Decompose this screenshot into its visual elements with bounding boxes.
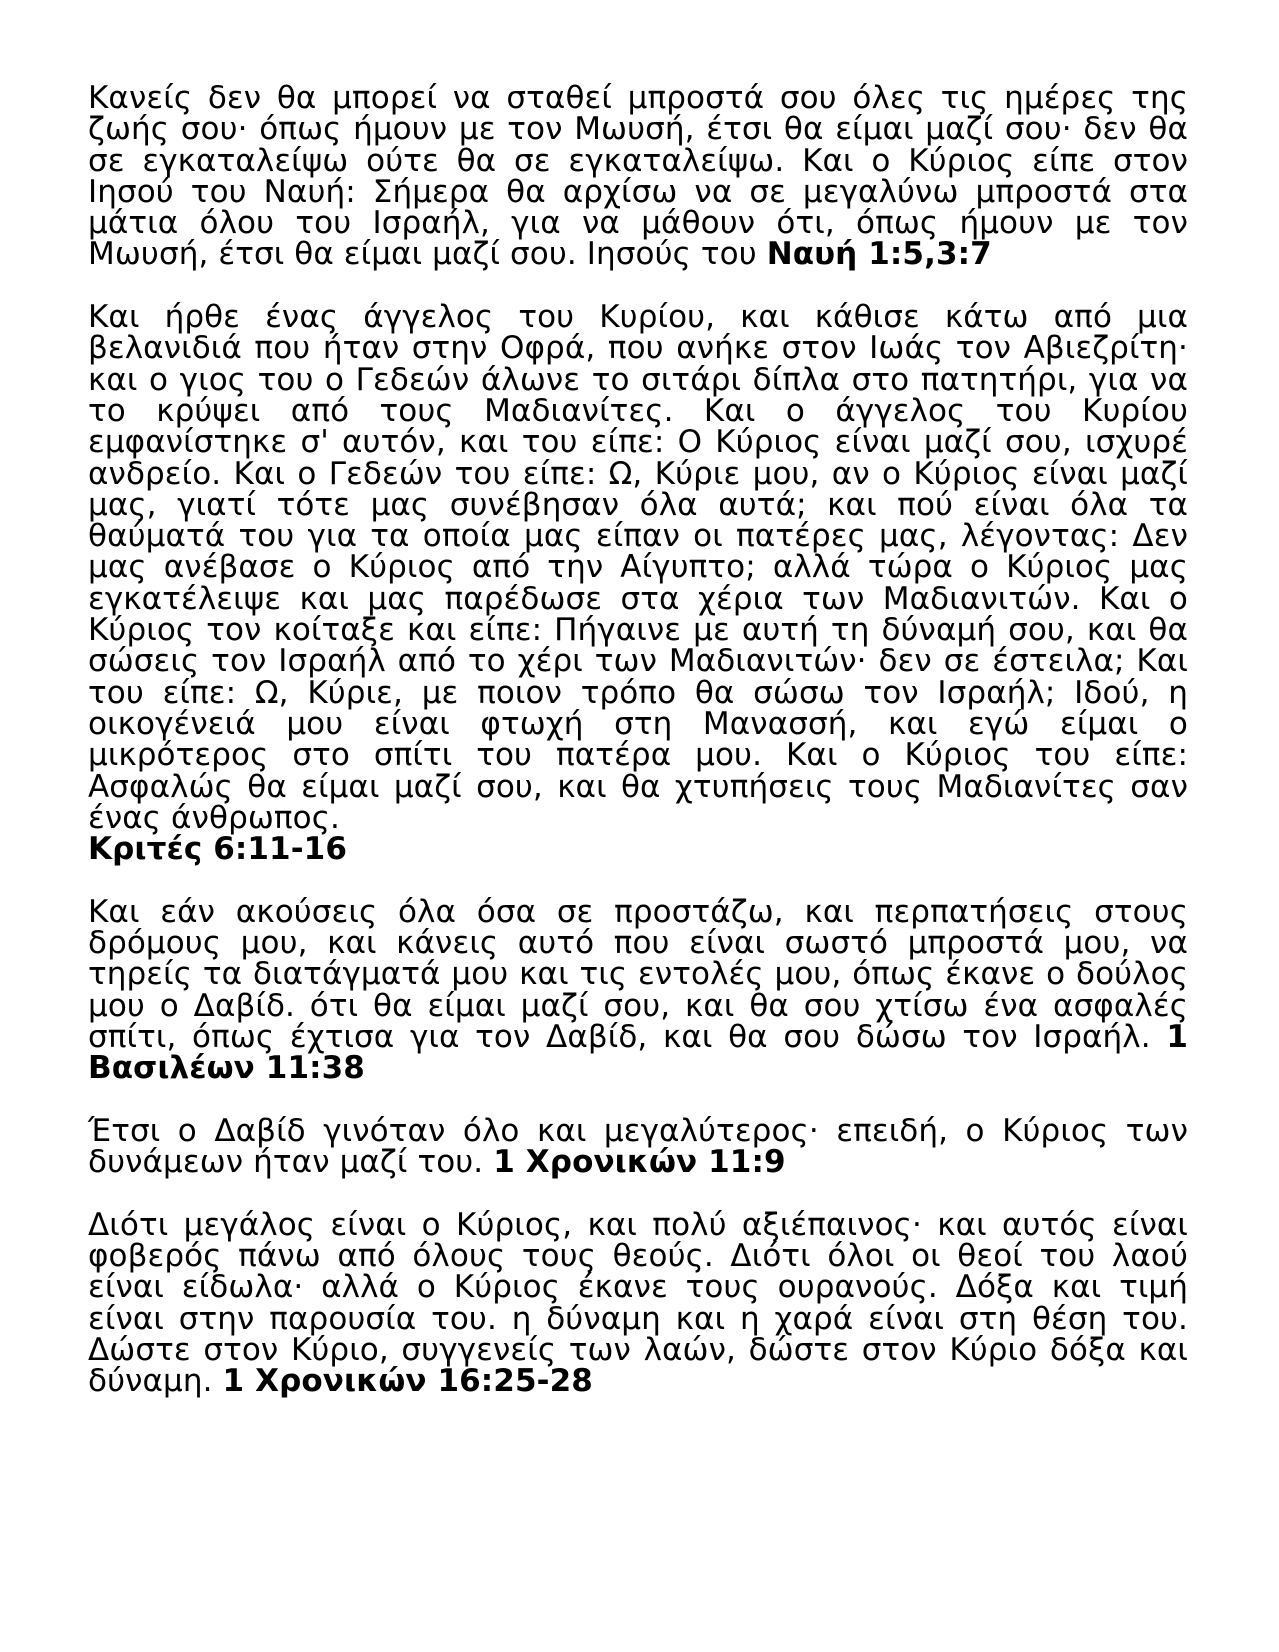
passage-text: Και εάν ακούσεις όλα όσα σε προστάζω, και περπατήσεις στους δρόμους μου, και κάνεις αυτό που είναι σωστό μπροστά μου, να τηρείς τα διατάγματά μου και τις εντολές μου, όπως έκανε ο δούλος μου ο Δαβίδ. ότι θα είμαι μαζί σου, και θα σου χτίσω ένα ασφαλές σπίτι, όπως έχτισα για τον Δαβίδ, και θα σου δώσω τον Ισραήλ.	[88, 893, 1188, 1055]
scripture-reference: 1 Βασιλέων 11:38	[88, 1018, 1188, 1087]
passage-text: Έτσι ο Δαβίδ γινόταν όλο και μεγαλύτερος· επειδή, ο Κύριος των δυνάμεων ήταν μαζί του.	[88, 1112, 1188, 1181]
passage-text: Διότι μεγάλος είναι ο Κύριος, και πολύ αξιέπαινος· και αυτός είναι φοβερός πάνω από όλους τους θεούς. Διότι όλοι οι θεοί του λαού είναι είδωλα· αλλά ο Κύριος έκανε τους ουρανούς. Δόξα και τιμή είναι στην παρουσία του. η δύναμη και η χαρά είναι στη θέση του. Δώστε στον Κύριο, συγγενείς των λαών, δώστε στον Κύριο δόξα και δύναμη.	[88, 1206, 1188, 1400]
document-page	[88, 80, 1188, 1429]
passage-text: Κανείς δεν θα μπορεί να σταθεί μπροστά σου όλες τις ημέρες της ζωής σου· όπως ήμουν με τον Μωυσή, έτσι θα είμαι μαζί σου· δεν θα σε εγκαταλείψω ούτε θα σε εγκαταλείψω. Και ο Κύριος είπε στον Ιησού του Ναυή: Σήμερα θα αρχίσω να σε μεγαλύνω μπροστά στα μάτια όλου του Ισραήλ, για να μάθουν ότι, όπως ήμουν με τον Μωυσή, έτσι θα είμαι μαζί σου. Ιησούς του	[88, 80, 1188, 273]
scripture-reference: 1 Χρονικών 11:9	[493, 1144, 786, 1181]
passage-1-chronicles-11	[88, 1112, 1188, 1181]
passage-1-chronicles-16	[88, 1206, 1188, 1400]
passage-judges	[88, 299, 1188, 868]
scripture-reference: 1 Χρονικών 16:25-28	[222, 1363, 593, 1400]
passage-1-kings	[88, 893, 1188, 1087]
passage-text: Και ήρθε ένας άγγελος του Κυρίου, και κάθισε κάτω από μια βελανιδιά που ήταν στην Οφρά, που ανήκε στον Ιωάς τον Αβιεζρίτη· και ο γιος του ο Γεδεών άλωνε το σιτάρι δίπλα στο πατητήρι, για να το κρύψει από τους Μαδιανίτες. Και ο άγγελος του Κυρίου εμφανίστηκε σ' αυτόν, και του είπε: Ο Κύριος είναι μαζί σου, ισχυρέ ανδρείο. Και ο Γεδεών του είπε: Ω, Κύριε μου, αν ο Κύριος είναι μαζί μας, γιατί τότε μας συνέβησαν όλα αυτά; και πού είναι όλα τα θαύματά του για τα οποία μας είπαν οι πατέρες μας, λέγοντας: Δεν μας ανέβασε ο Κύριος από την Αίγυπτο; αλλά τώρα ο Κύριος μας εγκατέλειψε και μας παρέδωσε στα χέρια των Μαδιανιτών. Και ο Κύριος τον κοίταξε και είπε: Πήγαινε με αυτή τη δύναμή σου, και θα σώσεις τον Ισραήλ από το χέρι των Μαδιανιτών· δεν σε έστειλα; Και του είπε: Ω, Κύριε, με ποιον τρόπο θα σώσω τον Ισραήλ; Ιδού, η οικογένειά μου είναι φτωχή στη Μανασσή, και εγώ είμαι ο μικρότερος στο σπίτι του πατέρα μου. Και ο Κύριος του είπε: Ασφαλώς θα είμαι μαζί σου, και θα χτυπήσεις τους Μαδιανίτες σαν ένας άνθρωπος.	[88, 299, 1188, 836]
scripture-reference: Ναυή 1:5,3:7	[766, 236, 992, 273]
passage-joshua	[88, 80, 1188, 273]
scripture-reference: Κριτές 6:11-16	[88, 831, 348, 868]
